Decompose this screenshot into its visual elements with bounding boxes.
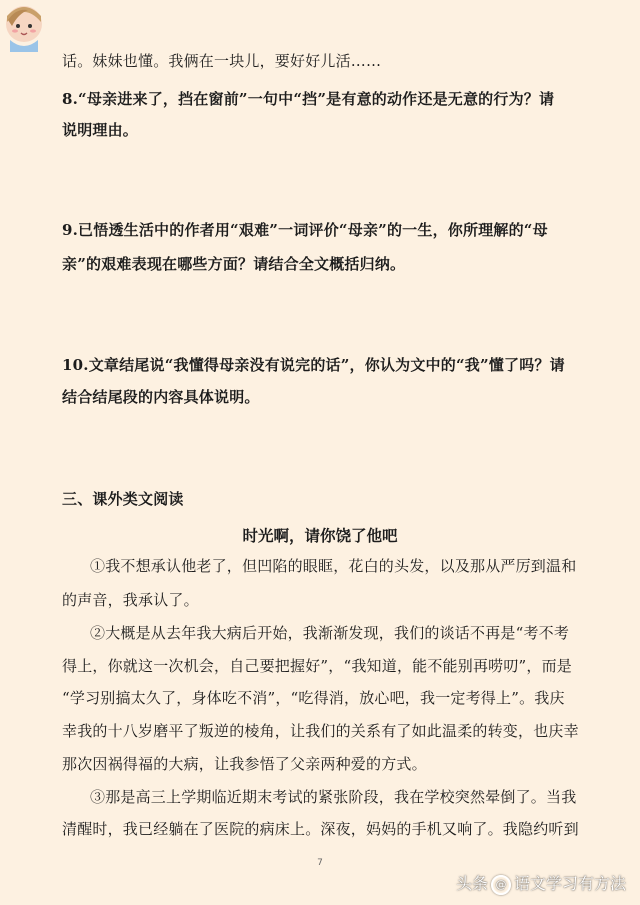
paragraph-line: “学习别搞太久了，身体吃不消”，“吃得消，放心吧，我一定考得上”。我庆 [62,689,565,707]
paragraph-line: ②大概是从去年我大病后开始，我渐渐发现，我们的谈话不再是“考不考 [90,624,570,642]
avatar [2,2,46,52]
watermark-footer [456,871,626,895]
question-10: 10.文章结尾说“我懂得母亲没有说完的话”，你认为文中的“我”懂了吗？请 [62,356,565,374]
question-10-cont: 结合结尾段的内容具体说明。 [62,388,260,406]
page-number: 7 [317,858,323,868]
text-line: 话。妹妹也懂。我俩在一块儿，要好好儿活…… [62,52,382,70]
paragraph-line: 的声音，我承认了。 [62,591,199,609]
paragraph-line: ③那是高三上学期临近期末考试的紧张阶段，我在学校突然晕倒了。当我 [90,788,577,806]
paragraph-line: 清醒时，我已经躺在了医院的病床上。深夜，妈妈的手机又响了。我隐约听到 [62,820,579,838]
paragraph-line: 得上，你就这一次机会，自己要把握好”，“我知道，能不能别再唠叨”，而是 [62,657,573,675]
paragraph-line: 幸我的十八岁磨平了叛逆的棱角，让我们的关系有了如此温柔的转变，也庆幸 [62,722,579,740]
question-8-cont: 说明理由。 [62,121,139,139]
question-9: 9.已悟透生活中的作者用“艰难”一词评价“母亲”的一生，你所理解的“母 [62,221,548,239]
section-heading: 三、课外类文阅读 [62,490,184,508]
paragraph-line: 那次因祸得福的大病，让我参悟了父亲两种爱的方式。 [62,755,427,773]
paragraph-line: ①我不想承认他老了，但凹陷的眼眶，花白的头发，以及那从严厉到温和 [90,557,577,575]
footer-account: 语文学习有方法 [513,874,626,893]
at-icon: @ [491,875,511,895]
footer-prefix: 头条 [455,874,488,893]
article-title: 时光啊，请你饶了他吧 [242,526,398,545]
question-9-cont: 亲”的艰难表现在哪些方面？请结合全文概括归纳。 [62,255,406,273]
question-8: 8.“母亲进来了，挡在窗前”一句中“挡”是有意的动作还是无意的行为？请 [62,90,555,108]
